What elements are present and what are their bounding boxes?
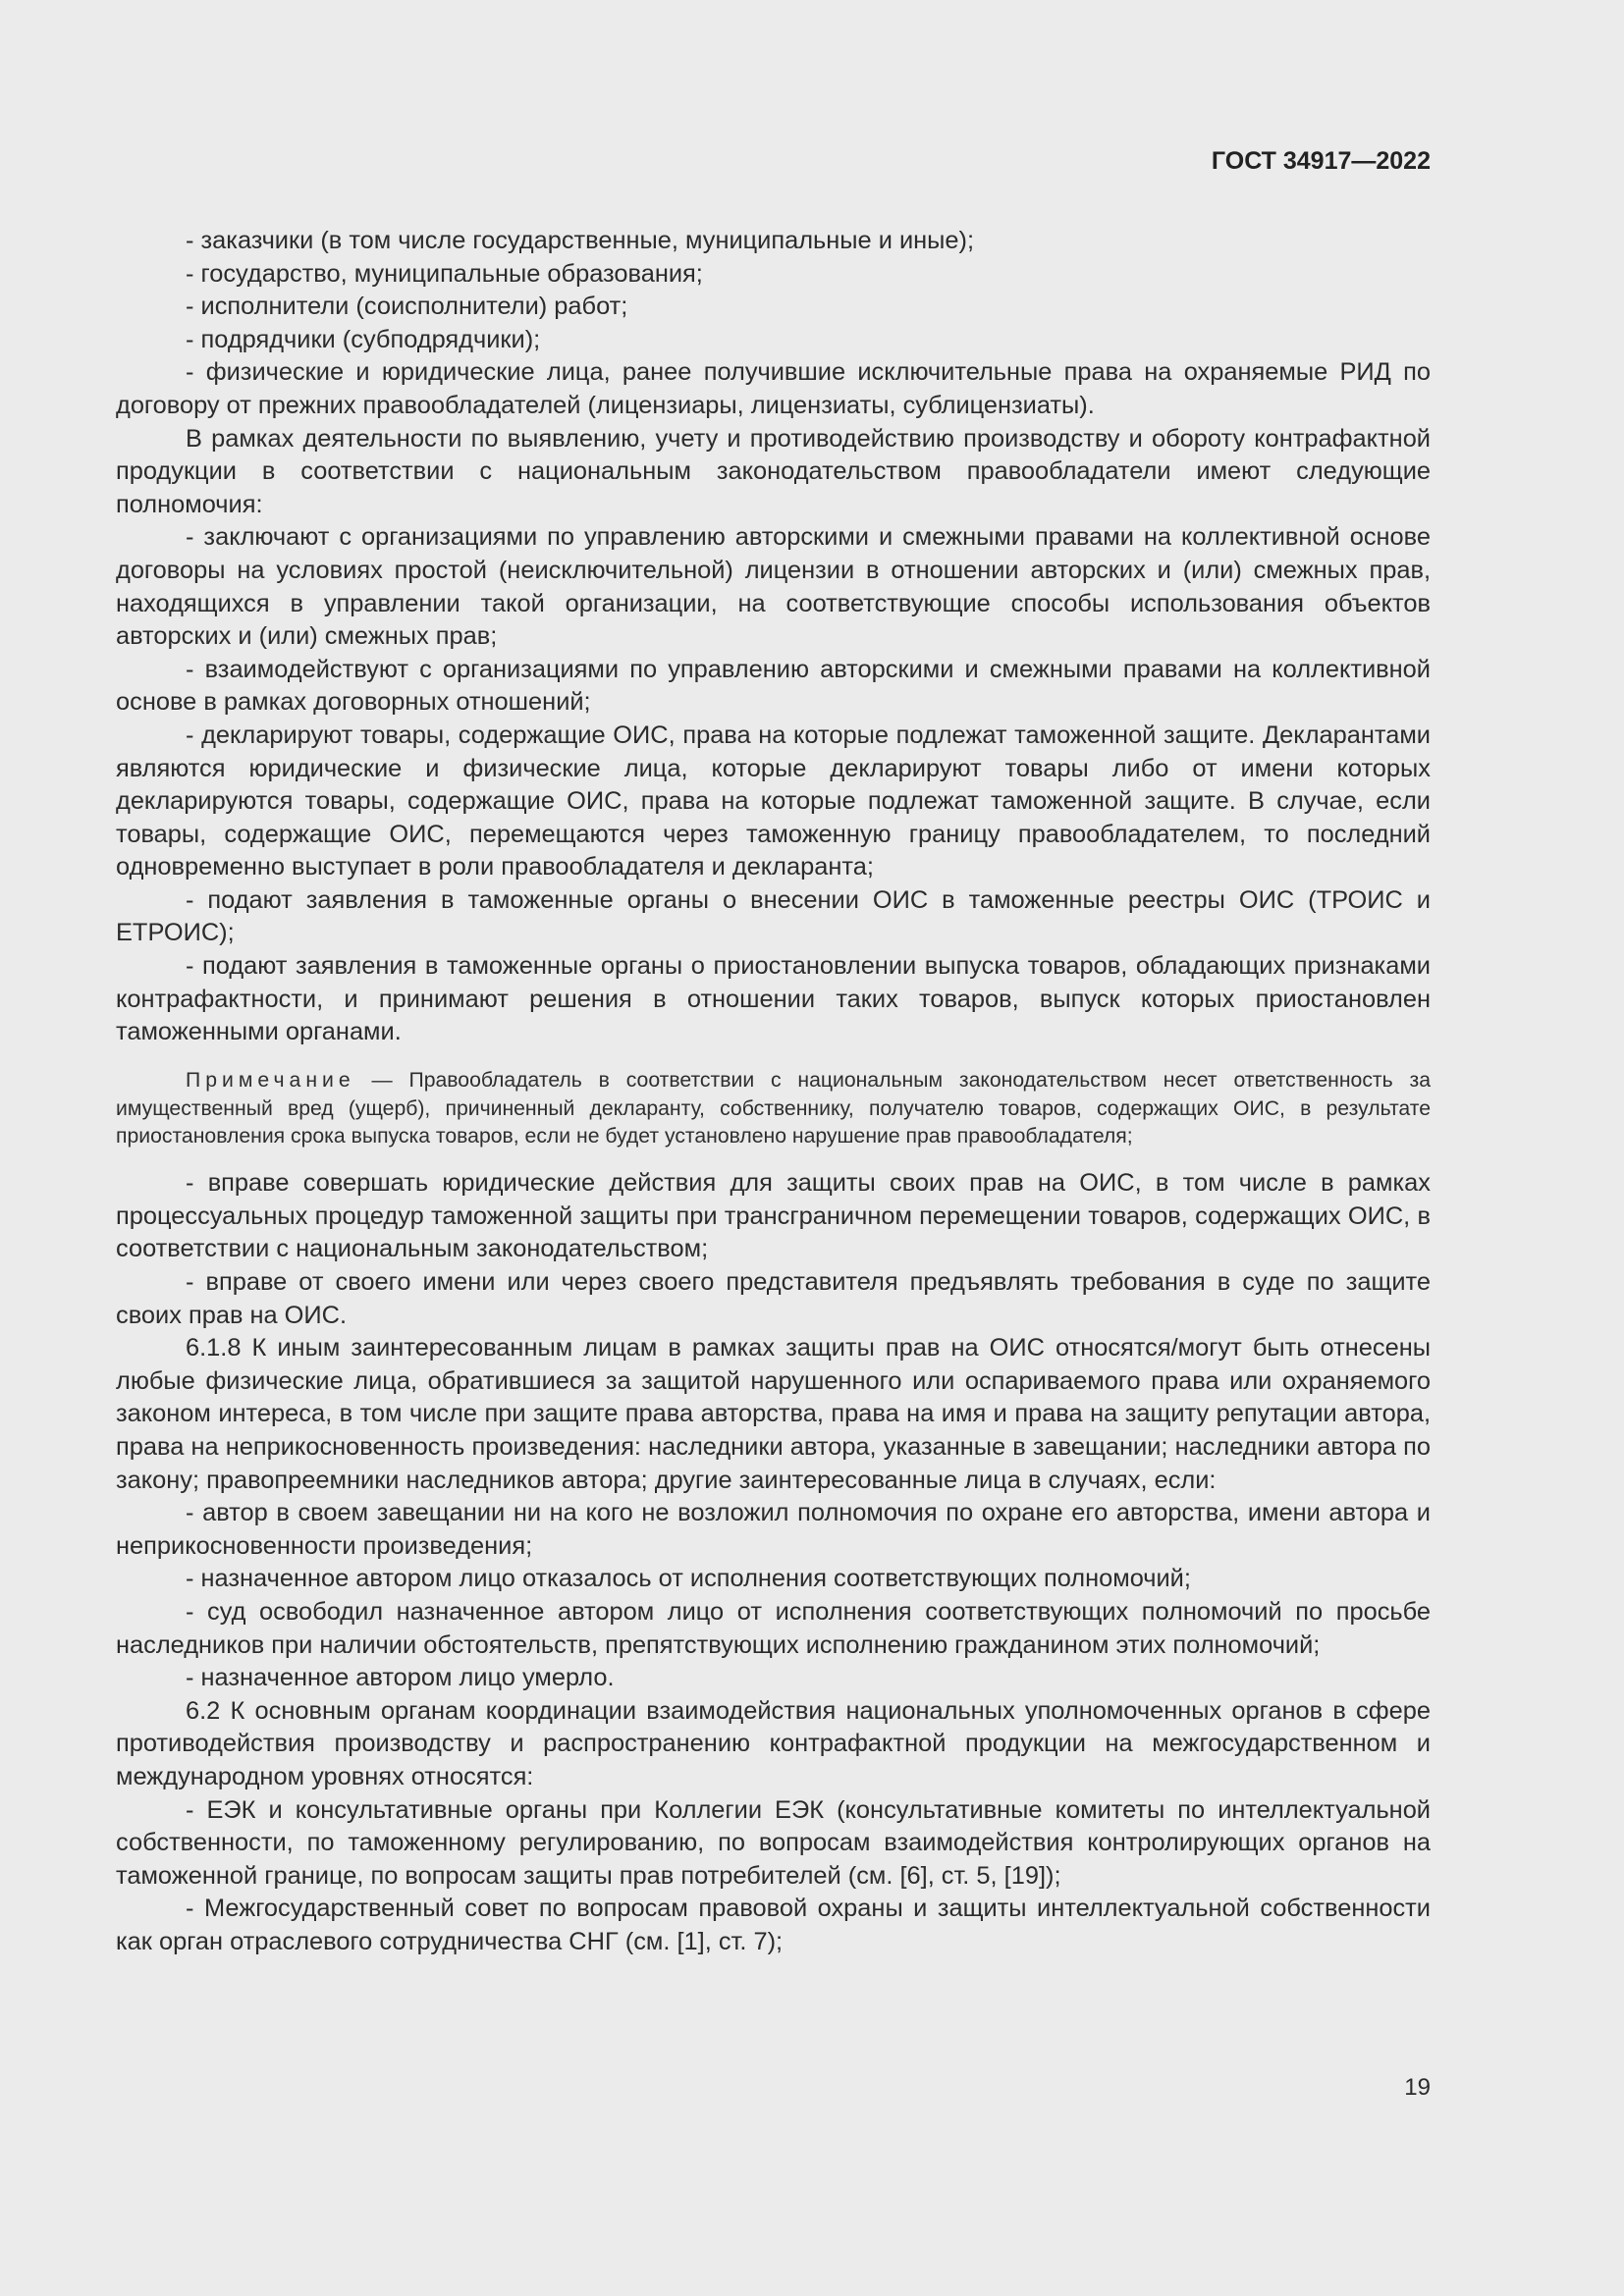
paragraph: - Межгосударственный совет по вопросам правовой охраны и защиты интеллектуальной собственности как орган отраслевого сотрудничества СНГ (см. [1], ст. 7);	[116, 1895, 1431, 1955]
paragraph: 6.1.8 К иным заинтересованным лицам в рамках защиты прав на ОИС относятся/могут быть отнесены любые физические лица, обратившиеся за защитой нарушенного или оспариваемого права или охраняемого законом интереса, в том числе при защите права авторства, права на имя и права на защиту репутации автора, права на неприкосновенность произведения: наследники автора, указанные в завещании; наследники автора по закону; правопреемники наследников автора; другие заинтересованные лица в случаях, если:	[116, 1334, 1431, 1494]
document-body	[116, 225, 1431, 1958]
page-number: 19	[1404, 2074, 1431, 2101]
paragraph: - заказчики (в том числе государственные, муниципальные и иные);	[186, 227, 975, 254]
note	[116, 1067, 1431, 1151]
paragraph: - назначенное автором лицо отказалось от исполнения соответствующих полномочий;	[186, 1565, 1191, 1593]
paragraph: - физические и юридические лица, ранее получившие исключительные права на охраняемые РИД по договору от прежних правообладателей (лицензиары, лицензиаты, сублицензиаты).	[116, 358, 1431, 419]
paragraph: - подают заявления в таможенные органы о внесении ОИС в таможенные реестры ОИС (ТРОИС и ЕТРОИС);	[116, 885, 1431, 947]
paragraph: - суд освободил назначенное автором лицо от исполнения соответствующих полномочий по просьбе наследников при наличии обстоятельств, препятствующих исполнению гражданином этих полномочий;	[116, 1597, 1431, 1659]
paragraph: - вправе от своего имени или через своего представителя предъявлять требования в суде по защите своих прав на ОИС.	[116, 1268, 1431, 1329]
paragraph: - ЕЭК и консультативные органы при Коллегии ЕЭК (консультативные комитеты по интеллектуальной собственности, по таможенному регулированию, по вопросам взаимодействия контролирующих органов на таможенной границе, по вопросам защиты прав потребителей (см. [6], ст. 5, [19]);	[116, 1795, 1431, 1890]
paragraph: - исполнители (соисполнители) работ;	[186, 293, 628, 321]
paragraph: - назначенное автором лицо умерло.	[186, 1664, 615, 1692]
paragraph: 6.2 К основным органам координации взаимодействия национальных уполномоченных органов в сфере противодействия производству и распространению контрафактной продукции на межгосударственном и международном уровнях относятся:	[116, 1696, 1431, 1790]
note-label: Примечание	[186, 1068, 355, 1092]
note-text: — Правообладатель в соответствии с национальным законодательством несет ответственность за имущественный вред (ущерб), причиненный декларанту, собственнику, получателю товаров, содержащих ОИС, в результате приостановления срока выпуска товаров, если не будет установлено нарушение прав правообладателя;	[116, 1068, 1431, 1148]
paragraph: - заключают с организациями по управлению авторскими и смежными правами на коллективной основе договоры на условиях простой (неисключительной) лицензии в отношении авторских и (или) смежных прав, находящихся в управлении такой организации, на соответствующие способы использования объектов авторских и (или) смежных прав;	[116, 523, 1431, 651]
document-header: ГОСТ 34917—2022	[1211, 147, 1431, 175]
paragraph: - автор в своем завещании ни на кого не возложил полномочия по охране его авторства, имени автора и неприкосновенности произведения;	[116, 1499, 1431, 1560]
paragraph: - взаимодействуют с организациями по управлению авторскими и смежными правами на коллективной основе в рамках договорных отношений;	[116, 655, 1431, 717]
paragraph: - подрядчики (субподрядчики);	[186, 325, 541, 353]
paragraph: В рамках деятельности по выявлению, учету и противодействию производству и обороту контрафактной продукции в соответствии с национальным законодательством правообладатели имеют следующие полномочия:	[116, 424, 1431, 518]
paragraph: - вправе совершать юридические действия для защиты своих прав на ОИС, в том числе в рамках процессуальных процедур таможенной защиты при трансграничном перемещении товаров, содержащих ОИС, в соответствии с национальным законодательством;	[116, 1169, 1431, 1263]
paragraph: - подают заявления в таможенные органы о приостановлении выпуска товаров, обладающих признаками контрафактности, и принимают решения в отношении таких товаров, выпуск которых приостановлен таможенными органами.	[116, 952, 1431, 1046]
paragraph: - декларируют товары, содержащие ОИС, права на которые подлежат таможенной защите. Декларантами являются юридические и физические лица, которые декларируют товары либо от имени которых декларируются товары, содержащие ОИС, права на которые подлежат таможенной защите. В случае, если товары, содержащие ОИС, перемещаются через таможенную границу правообладателем, то последний одновременно выступает в роли правообладателя и декларанта;	[116, 721, 1431, 881]
paragraph: - государство, муниципальные образования;	[186, 259, 703, 288]
